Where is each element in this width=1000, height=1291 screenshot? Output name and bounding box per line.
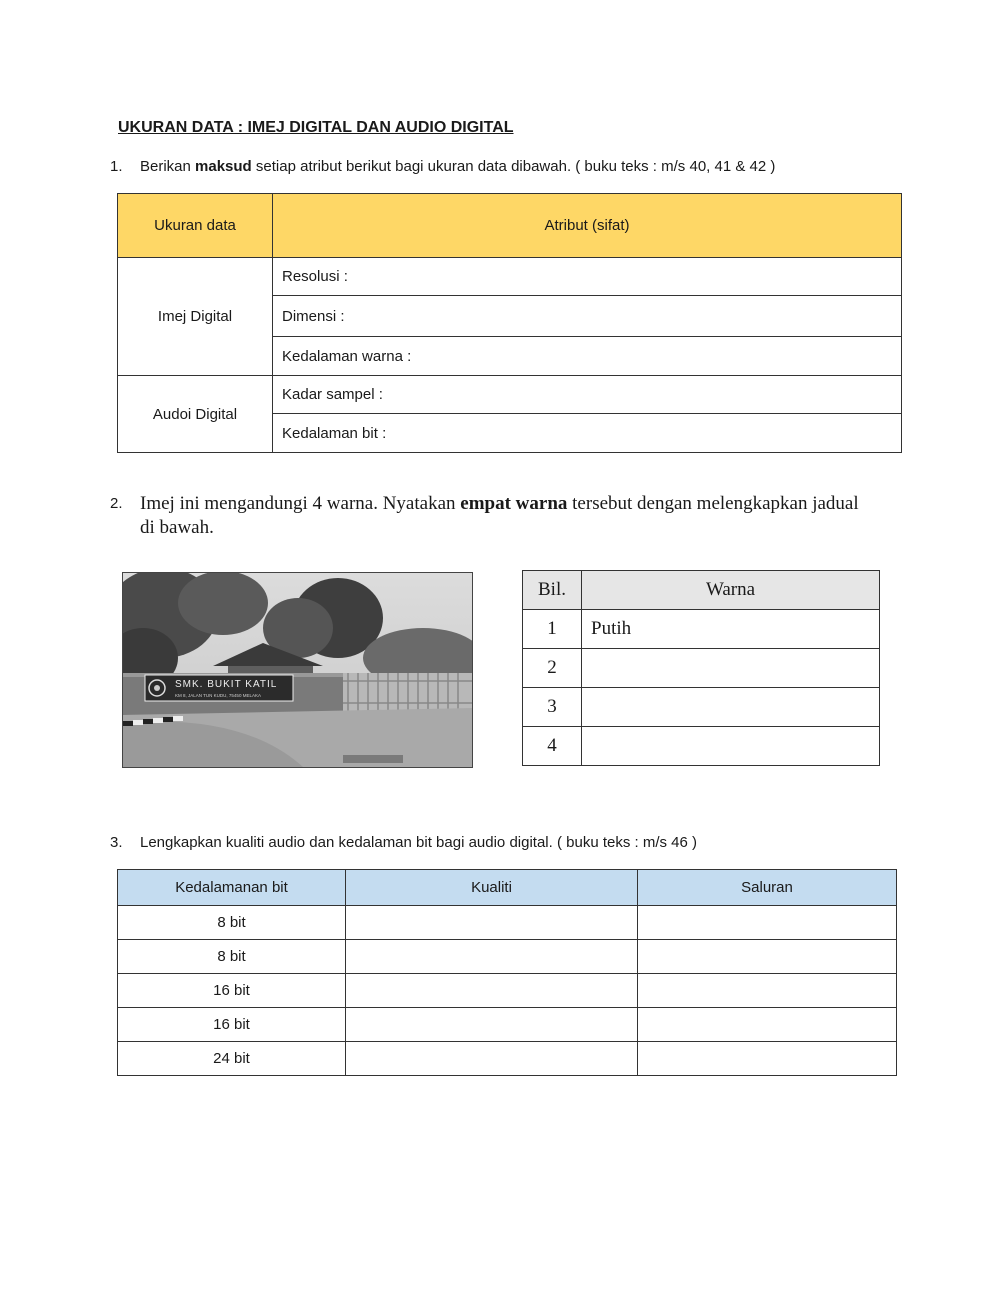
question-1-text (140, 158, 775, 175)
question-1-number: 1. (110, 158, 123, 175)
question-1-bold: maksud (195, 158, 252, 175)
bit-cell: 24 bit (118, 1042, 346, 1076)
table-ukuran-data (117, 193, 902, 453)
question-3-text: Lengkapkan kualiti audio dan kedalaman bit bagi audio digital. ( buku teks : m/s 46 ) (140, 834, 698, 851)
question-3-number: 3. (110, 834, 123, 851)
warna-row-num: 3 (523, 688, 582, 727)
attr-kedalaman-bit[interactable]: Kedalaman bit : (273, 414, 902, 453)
kualiti-cell[interactable] (346, 906, 638, 940)
saluran-cell[interactable] (638, 974, 897, 1008)
group-audio-digital: Audoi Digital (118, 376, 273, 453)
bit-cell: 8 bit (118, 940, 346, 974)
saluran-cell[interactable] (638, 940, 897, 974)
sign-title: SMK. BUKIT KATIL (175, 679, 278, 690)
sign-subtitle: KM 8, JALAN TUN KUDU, 75450 MELAKA (175, 693, 261, 698)
attr-resolusi[interactable]: Resolusi : (273, 258, 902, 296)
question-2-text-before: Imej ini mengandungi 4 warna. Nyatakan (140, 493, 461, 514)
question-2-line2: di bawah. (140, 517, 214, 538)
bit-cell: 16 bit (118, 1008, 346, 1042)
table-warna (522, 570, 880, 766)
warna-row-value[interactable] (582, 688, 880, 727)
question-2-text-after: tersebut dengan melengkapkan jadual (567, 493, 859, 514)
attr-dimensi[interactable]: Dimensi : (273, 296, 902, 337)
table-row (118, 974, 897, 1008)
bit-cell: 8 bit (118, 906, 346, 940)
table-1-header-ukuran: Ukuran data (118, 194, 273, 258)
table-2-header-warna: Warna (582, 571, 880, 610)
table-2-header-bil: Bil. (523, 571, 582, 610)
table-3-header-saluran: Saluran (638, 870, 897, 906)
warna-row-num: 2 (523, 649, 582, 688)
kualiti-cell[interactable] (346, 940, 638, 974)
attr-kedalaman-warna[interactable]: Kedalaman warna : (273, 337, 902, 376)
bit-cell: 16 bit (118, 974, 346, 1008)
table-row (118, 1008, 897, 1042)
table-1-header-atribut: Atribut (sifat) (273, 194, 902, 258)
saluran-cell[interactable] (638, 906, 897, 940)
school-entrance-photo (122, 572, 473, 768)
table-row (118, 1042, 897, 1076)
group-imej-digital: Imej Digital (118, 258, 273, 376)
attr-kadar-sampel[interactable]: Kadar sampel : (273, 376, 902, 414)
warna-row-value[interactable] (582, 649, 880, 688)
table-3-header-bit: Kedalamanan bit (118, 870, 346, 906)
warna-row-num: 4 (523, 727, 582, 766)
school-entrance-illustration (123, 573, 472, 767)
warna-row-num: 1 (523, 610, 582, 649)
table-row (118, 906, 897, 940)
table-row (118, 940, 897, 974)
question-2-bold: empat warna (460, 493, 568, 514)
kualiti-cell[interactable] (346, 974, 638, 1008)
table-audio (117, 869, 897, 1076)
saluran-cell[interactable] (638, 1042, 897, 1076)
table-3-header-kualiti: Kualiti (346, 870, 638, 906)
kualiti-cell[interactable] (346, 1042, 638, 1076)
question-2-text (140, 492, 859, 540)
saluran-cell[interactable] (638, 1008, 897, 1042)
warna-row-value[interactable]: Putih (582, 610, 880, 649)
kualiti-cell[interactable] (346, 1008, 638, 1042)
question-1-text-after: setiap atribut berikut bagi ukuran data dibawah. ( buku teks : m/s 40, 41 & 42 ) (251, 158, 776, 175)
question-1-text-before: Berikan (140, 158, 196, 175)
question-2-number: 2. (110, 495, 123, 512)
warna-row-value[interactable] (582, 727, 880, 766)
page-title: UKURAN DATA : IMEJ DIGITAL DAN AUDIO DIGITAL (118, 119, 514, 136)
